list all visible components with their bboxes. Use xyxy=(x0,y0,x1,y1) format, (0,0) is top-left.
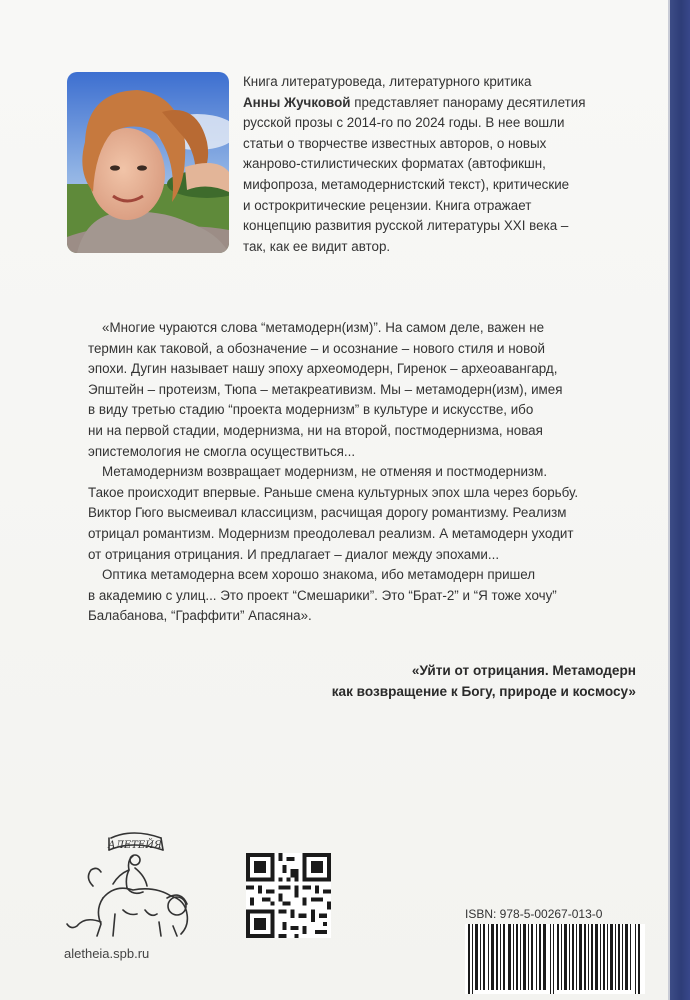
author-photo-image xyxy=(67,72,229,253)
quote-line: Виктор Гюго высмеивал классицизм, расчищая дорогу романтизму. Реализм xyxy=(88,505,567,521)
book-spine xyxy=(668,0,690,1000)
quote-line: отрицал романтизм. Модернизм преодолевал реализм. А метамодерн уходит xyxy=(88,525,574,541)
quote-line: «Многие чураются слова “метамодерн(изм)”. На самом деле, важен не xyxy=(102,320,545,335)
quote-line: термин как таковой, а обозначение – и осознание – нового стиля и новой xyxy=(88,340,545,356)
lion-rider-icon xyxy=(63,826,198,941)
quote-line: Эпштейн – протеизм, Тюпа – метакреативизм. Мы – метамодерн(изм), имея xyxy=(88,381,563,397)
quote-paragraph xyxy=(88,318,643,462)
annotation-line: концепцию развития русской литературы XXI века – xyxy=(243,218,569,234)
quote-line: ни на первой стадии, модернизма, ни на второй, постмодернизма, новая xyxy=(88,422,543,438)
quote-line: в виду третью стадию “проекта модернизм” в культуре и искусстве, ибо xyxy=(88,402,534,418)
publisher-logo xyxy=(63,826,198,941)
quote-line: Такое происходит впервые. Раньше смена культурных эпох шла через борьбу. xyxy=(88,484,579,500)
quote-paragraph xyxy=(88,462,643,565)
publisher-website[interactable]: aletheia.spb.ru xyxy=(64,946,150,961)
quote-line: Метамодернизм возвращает модернизм, не отменяя и постмодернизм. xyxy=(102,464,548,480)
isbn-label: ISBN: 978-5-00267-013-0 xyxy=(465,907,603,921)
quote-line: эпистемология не смогла осуществиться... xyxy=(88,443,356,459)
annotation-line: представляет панораму десятилетия xyxy=(350,94,586,110)
quote-line: в академию с улиц... Это проект “Смешарики”. Это “Брат-2” и “Я тоже хочу” xyxy=(88,587,557,603)
author-name: Анны Жучковой xyxy=(243,94,351,110)
quote-line: эпохи. Дугин называет нашу эпоху археомодерн, Гиренок – археоавангард, xyxy=(88,361,558,377)
annotation-line: так, как ее видит автор. xyxy=(243,238,391,254)
annotation-line: статьи о творчестве известных авторов, о новых xyxy=(243,135,547,151)
annotation-line: мифопроза, метамодернистский текст), критические xyxy=(243,176,570,192)
book-quote xyxy=(88,318,643,627)
book-annotation xyxy=(243,72,643,257)
qr-code[interactable] xyxy=(246,853,331,938)
barcode xyxy=(465,924,645,994)
qr-code-icon xyxy=(246,853,331,938)
quote-line: Оптика метамодерна всем хорошо знакома, ибо метамодерн пришел xyxy=(102,567,536,583)
annotation-line: жанрово-стилистических форматах (автофикшн, xyxy=(243,156,546,172)
book-title xyxy=(216,660,636,702)
annotation-line: русской прозы с 2014-го по 2024 годы. В нее вошли xyxy=(243,115,565,131)
quote-paragraph xyxy=(88,565,643,627)
annotation-line: Книга литературоведа, литературного критика xyxy=(243,74,532,89)
book-title-line: как возвращение к Богу, природе и космосу» xyxy=(331,684,636,699)
author-photo xyxy=(67,72,229,253)
publisher-logo-text: АЛЕТЕЙЯ xyxy=(108,840,162,851)
quote-line: от отрицания отрицания. И предлагает – диалог между эпохами... xyxy=(88,546,500,562)
quote-line: Балабанова, “Граффити” Апасяна». xyxy=(88,608,312,624)
annotation-line: и острокритические рецензии. Книга отражает xyxy=(243,197,532,213)
book-title-line: «Уйти от отрицания. Метамодерн xyxy=(411,663,636,678)
